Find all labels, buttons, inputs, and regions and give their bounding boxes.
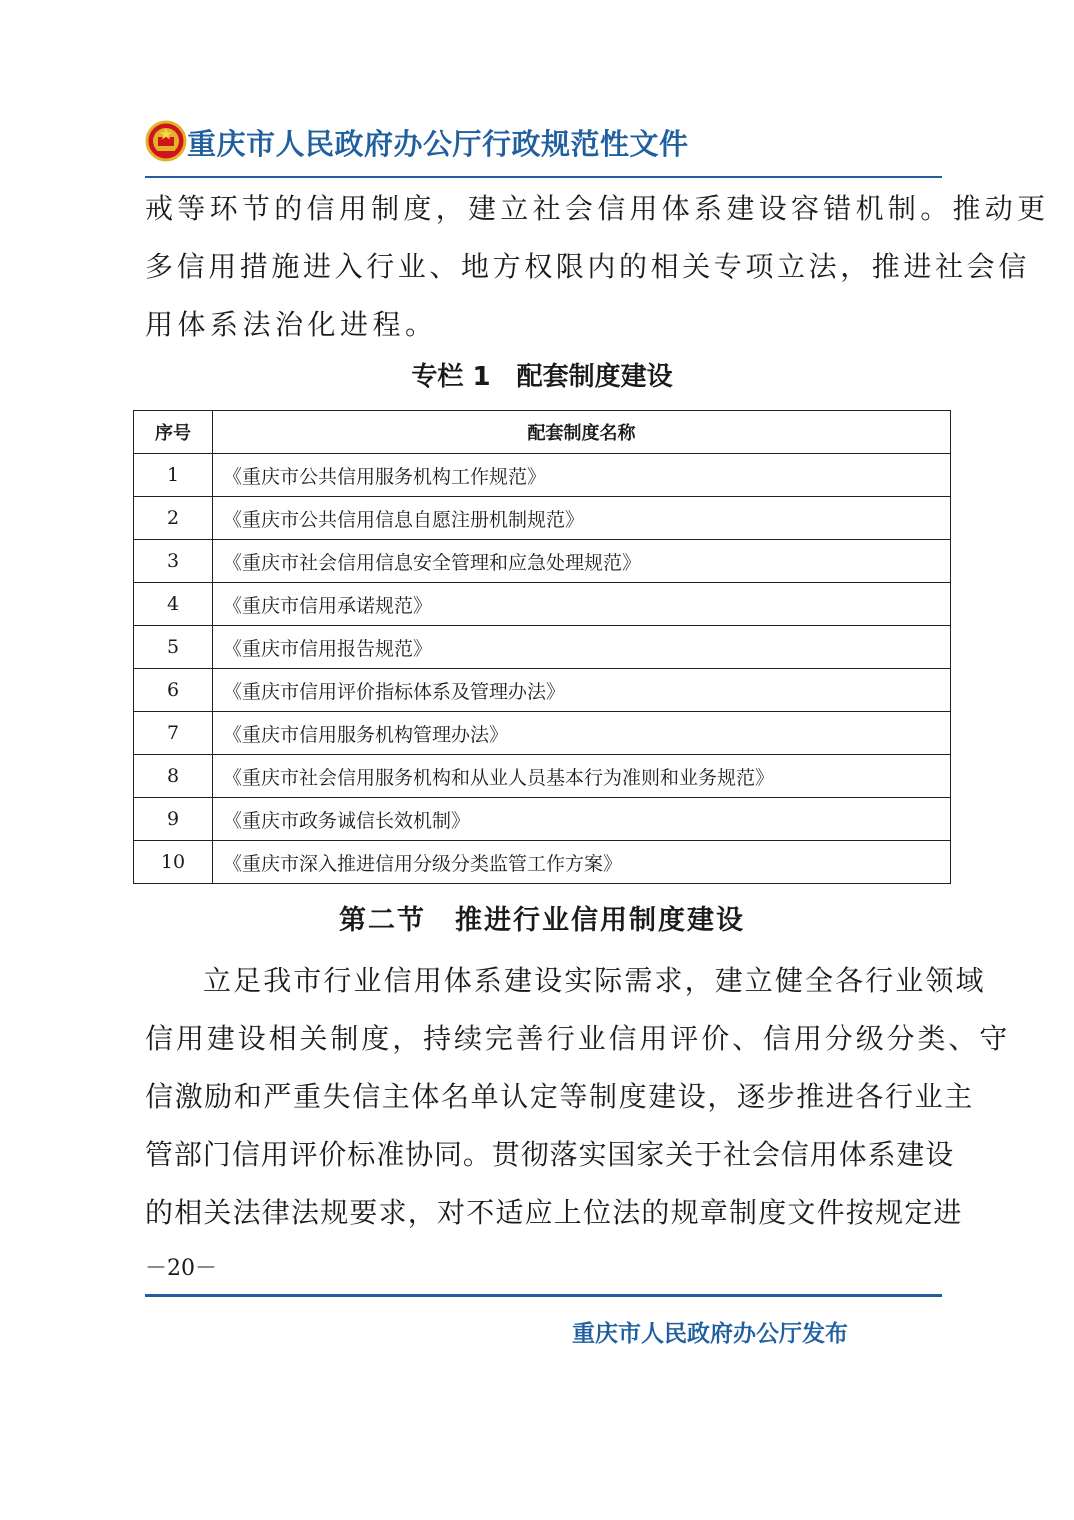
row-no: 5 [134, 626, 213, 669]
row-name: 《重庆市信用承诺规范》 [213, 583, 951, 626]
table-row [134, 626, 951, 669]
footer-divider [145, 1294, 942, 1297]
paragraph-line: 的相关法律法规要求，对不适应上位法的规章制度文件按规定进 [145, 1196, 963, 1229]
table-header-row [134, 411, 951, 454]
paragraph-line: 用体系法治化进程。 [145, 308, 438, 341]
table-row [134, 540, 951, 583]
table-row [134, 454, 951, 497]
row-no: 9 [134, 798, 213, 841]
row-name: 《重庆市信用报告规范》 [213, 626, 951, 669]
row-name: 《重庆市社会信用信息安全管理和应急处理规范》 [213, 540, 951, 583]
row-no: 10 [134, 841, 213, 884]
row-name: 《重庆市信用评价指标体系及管理办法》 [213, 669, 951, 712]
table-row [134, 841, 951, 884]
table-row [134, 798, 951, 841]
row-no: 1 [134, 454, 213, 497]
table-row [134, 497, 951, 540]
row-name: 《重庆市公共信用服务机构工作规范》 [213, 454, 951, 497]
row-name: 《重庆市信用服务机构管理办法》 [213, 712, 951, 755]
row-no: 6 [134, 669, 213, 712]
row-no: 7 [134, 712, 213, 755]
table-row [134, 755, 951, 798]
row-no: 3 [134, 540, 213, 583]
paragraph-line: 管部门信用评价标准协同。贯彻落实国家关于社会信用体系建设 [145, 1138, 955, 1171]
row-name: 《重庆市公共信用信息自愿注册机制规范》 [213, 497, 951, 540]
national-emblem-icon [145, 120, 187, 162]
row-no: 8 [134, 755, 213, 798]
paragraph-line: 信用建设相关制度，持续完善行业信用评价、信用分级分类、守 [145, 1022, 1011, 1055]
row-no: 4 [134, 583, 213, 626]
paragraph-line: 戒等环节的信用制度，建立社会信用体系建设容错机制。推动更 [145, 192, 1050, 225]
paragraph-line: 信激励和严重失信主体名单认定等制度建设，逐步推进各行业主 [145, 1080, 974, 1113]
box-title: 专栏 1 配套制度建设 [411, 362, 673, 392]
column-header-no: 序号 [134, 411, 213, 454]
row-name: 《重庆市深入推进信用分级分类监管工作方案》 [213, 841, 951, 884]
paragraph-line: 多信用措施进入行业、地方权限内的相关专项立法，推进社会信 [145, 250, 1030, 283]
footer-publisher: 重庆市人民政府办公厅发布 [572, 1321, 848, 1347]
paragraph-line: 立足我市行业信用体系建设实际需求，建立健全各行业领域 [203, 964, 986, 997]
document-header [145, 116, 942, 178]
section-title: 第二节 推进行业信用制度建设 [339, 905, 745, 936]
table-row [134, 583, 951, 626]
row-name: 《重庆市政务诚信长效机制》 [213, 798, 951, 841]
column-header-name: 配套制度名称 [213, 411, 951, 454]
page-number: －20－ [145, 1256, 217, 1281]
paragraph-1 [145, 180, 1050, 354]
header-title: 重庆市人民政府办公厅行政规范性文件 [187, 127, 689, 161]
paragraph-2 [145, 952, 1011, 1242]
row-name: 《重庆市社会信用服务机构和从业人员基本行为准则和业务规范》 [213, 755, 951, 798]
table-row [134, 712, 951, 755]
table-row [134, 669, 951, 712]
supporting-systems-table [133, 410, 951, 884]
row-no: 2 [134, 497, 213, 540]
